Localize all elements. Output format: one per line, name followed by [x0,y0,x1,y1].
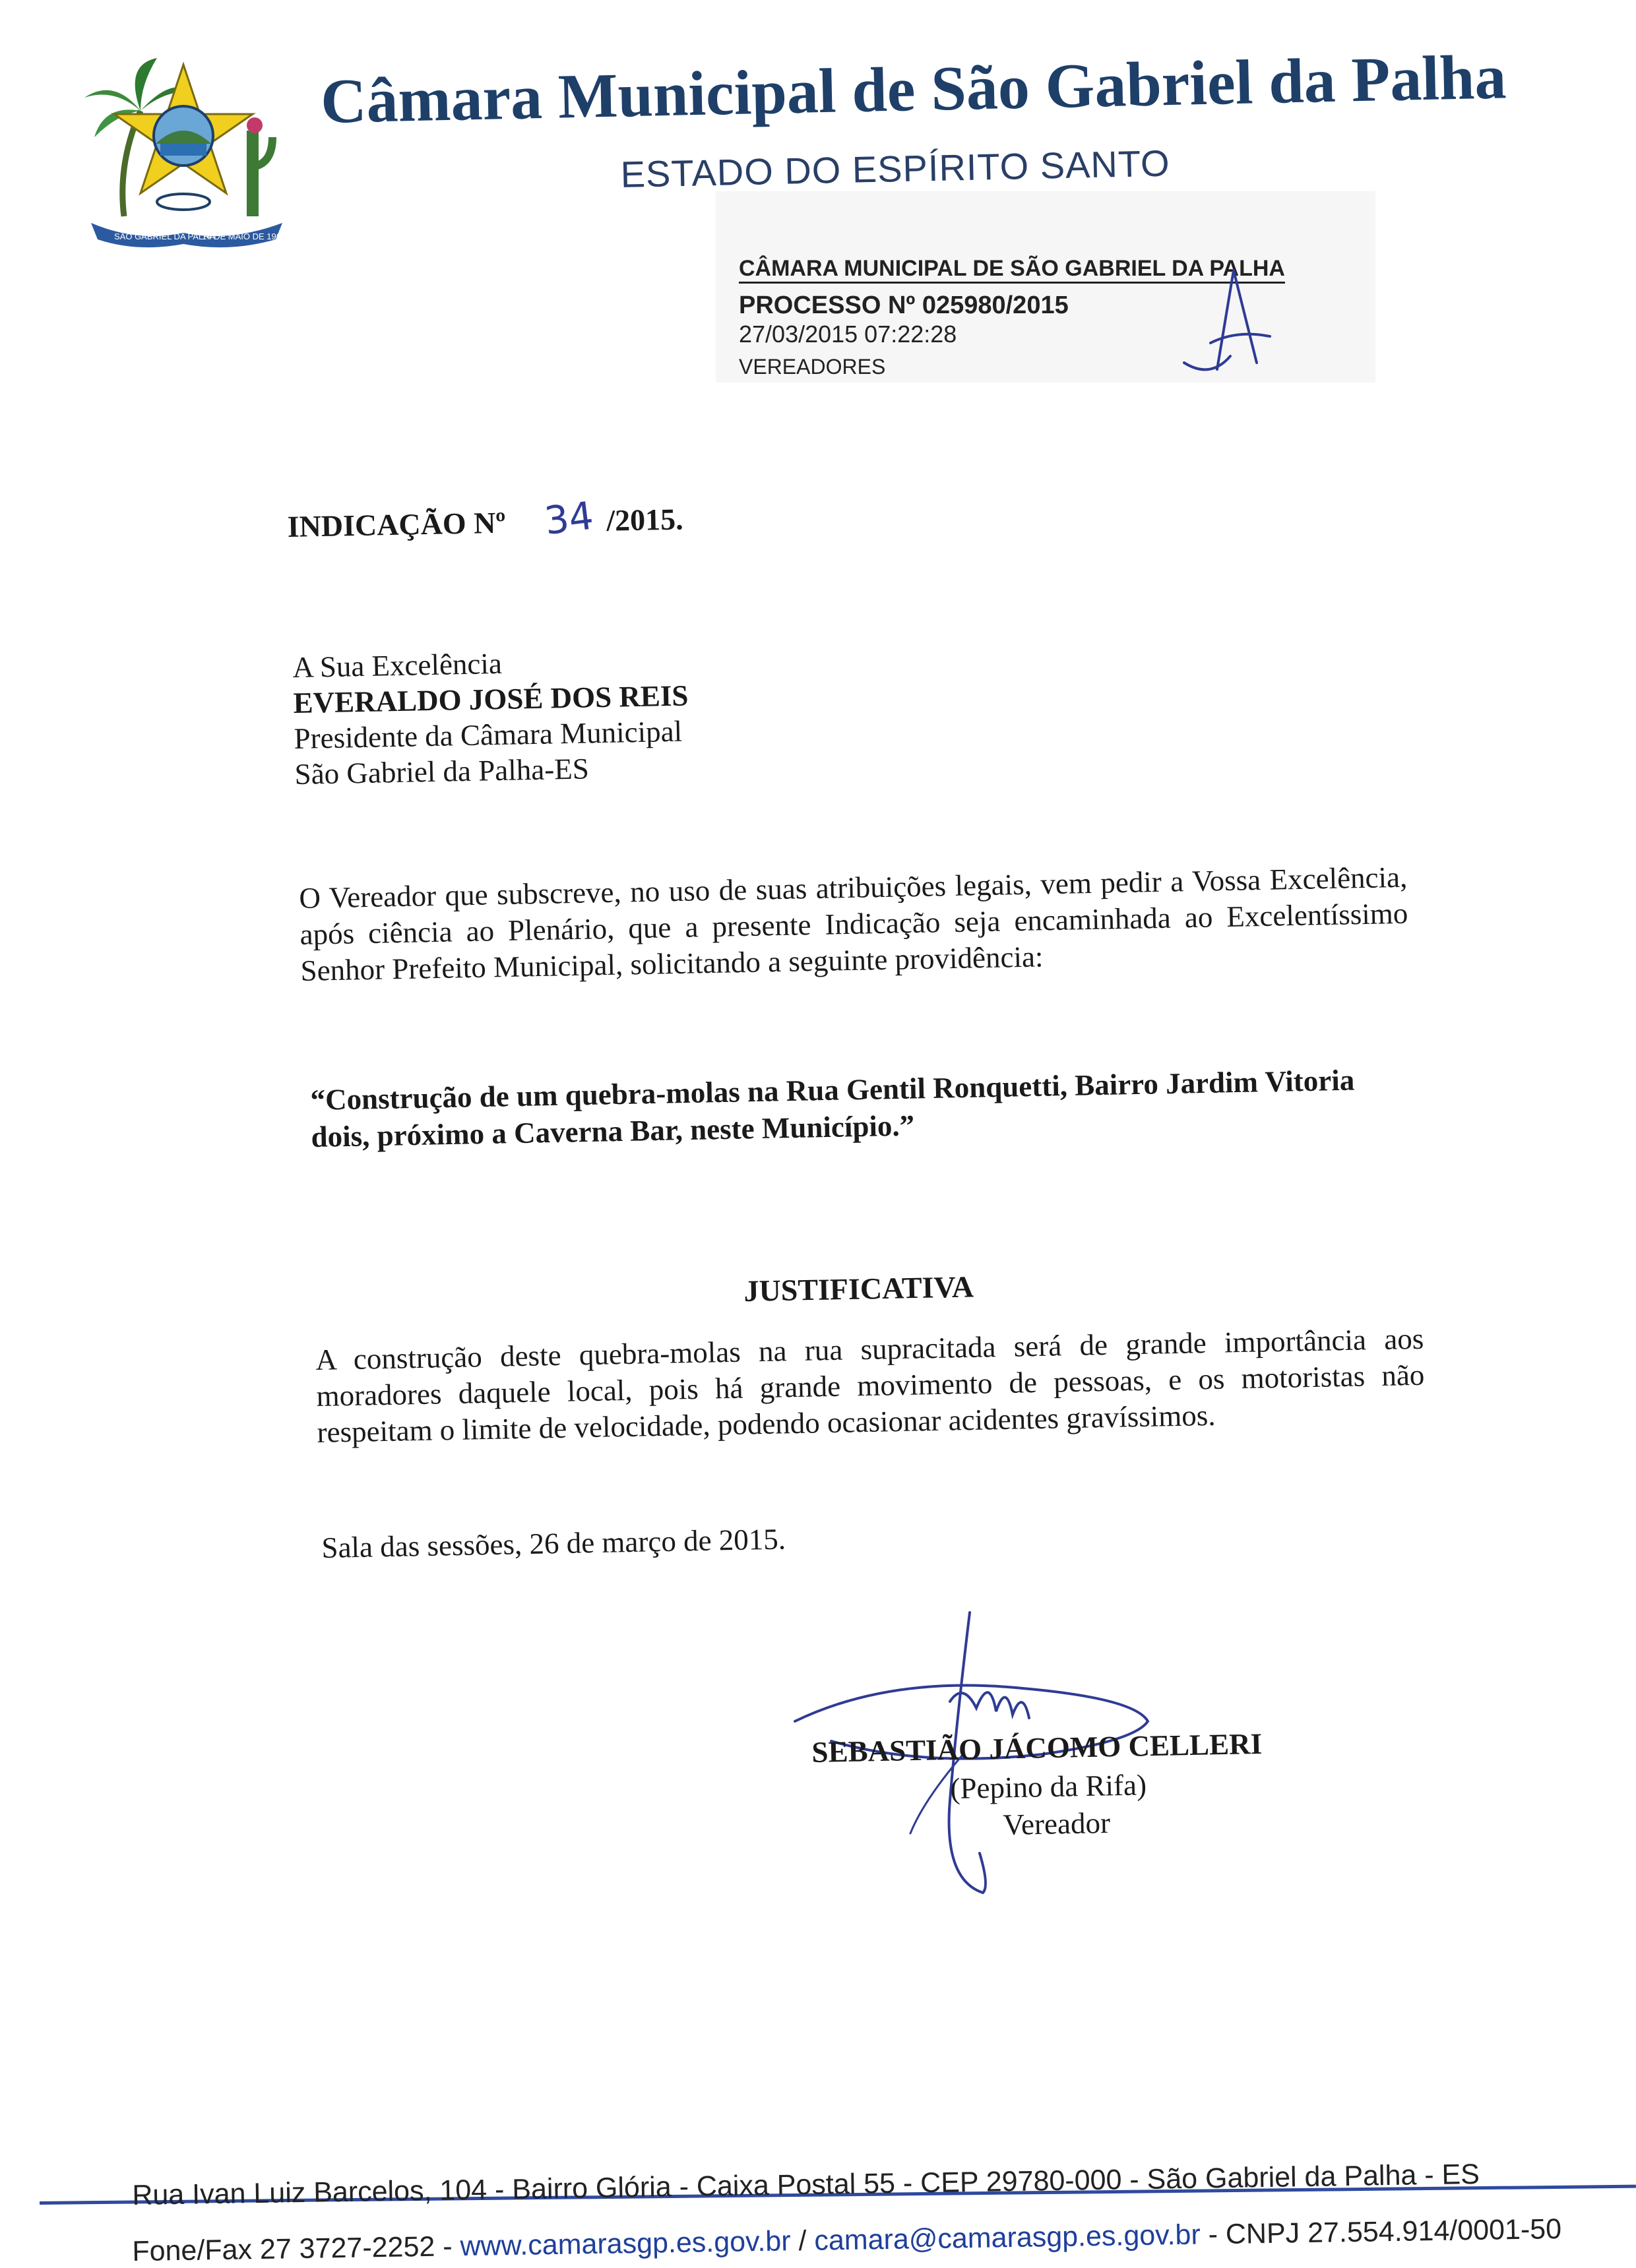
footer-contact [132,2213,1561,2268]
justification-heading: JUSTIFICATIVA [743,1270,974,1308]
crest-ribbon-right: 14 DE MAIO DE 1963 [202,231,286,241]
signer-nickname: (Pepino da Rifa) [950,1768,1147,1805]
addressee-salutation: A Sua Excelência [292,646,503,684]
addressee-name: EVERALDO JOSÉ DOS REIS [293,679,689,720]
addressee-block [292,642,690,792]
session-date: Sala das sessões, 26 de março de 2015. [321,1522,786,1564]
stamp-organization: CÂMARA MUNICIPAL DE SÃO GABRIEL DA PALHA [739,256,1285,284]
indication-suffix: /2015. [606,502,684,537]
footer-email-link[interactable]: camara@camarasgp.es.gov.br [814,2219,1201,2257]
footer-website-link[interactable]: www.camarasgp.es.gov.br [460,2225,791,2263]
footer-address: Rua Ivan Luiz Barcelos, 104 - Bairro Glória - Caixa Postal 55 - CEP 29780-000 - São Gabriel da Palha - ES [132,2158,1480,2211]
justification-paragraph: A construção deste quebra-molas na rua supracitada será de grande importância aos moradores daquele local, pois há grande movimento de pessoas, e os motoristas não respeitam o limite de velocidade, podendo ocasionar acidentes gravíssimos. [315,1322,1425,1449]
stamp-datetime: 27/03/2015 07:22:28 [739,321,957,348]
addressee-location: São Gabriel da Palha-ES [294,752,590,791]
indication-number-handwritten: 34 [542,493,596,544]
request-paragraph: “Construção de um quebra-molas na Rua Gentil Ronquetti, Bairro Jardim Vitoria dois, próximo a Caverna Bar, neste Município.” [310,1063,1355,1154]
signer-role: Vereador [1003,1806,1111,1841]
footer-phone: Fone/Fax 27 3727-2252 - [132,2230,460,2267]
chamber-title: Câmara Municipal de São Gabriel da Palha [320,41,1507,137]
addressee-role: Presidente da Câmara Municipal [294,714,683,755]
signer-name: SEBASTIÃO JÁCOMO CELLERI [811,1727,1263,1769]
stamp-process-number: PROCESSO Nº 025980/2015 [739,291,1069,319]
footer-cnpj: - CNPJ 27.554.914/0001-50 [1200,2213,1562,2251]
footer-separator: / [790,2224,815,2257]
indication-heading [287,493,683,547]
stamp-sector: VEREADORES [739,355,886,379]
state-title: ESTADO DO ESPÍRITO SANTO [620,142,1171,195]
municipal-crest-logo [78,51,296,249]
indication-prefix: INDICAÇÃO Nº [287,505,506,543]
crest-ribbon-left: SÃO GABRIEL DA PALHA [114,231,216,241]
protocol-stamp [716,191,1375,383]
stamp-initials-signature [1171,264,1296,383]
intro-paragraph: O Vereador que subscreve, no uso de suas atribuições legais, vem pedir a Vossa Excelência, após ciência ao Plenário, que a presente Indicação seja encaminhada ao Excelentíssimo Senhor Prefeito Municipal, solicitando a seguinte providência: [299,860,1408,987]
